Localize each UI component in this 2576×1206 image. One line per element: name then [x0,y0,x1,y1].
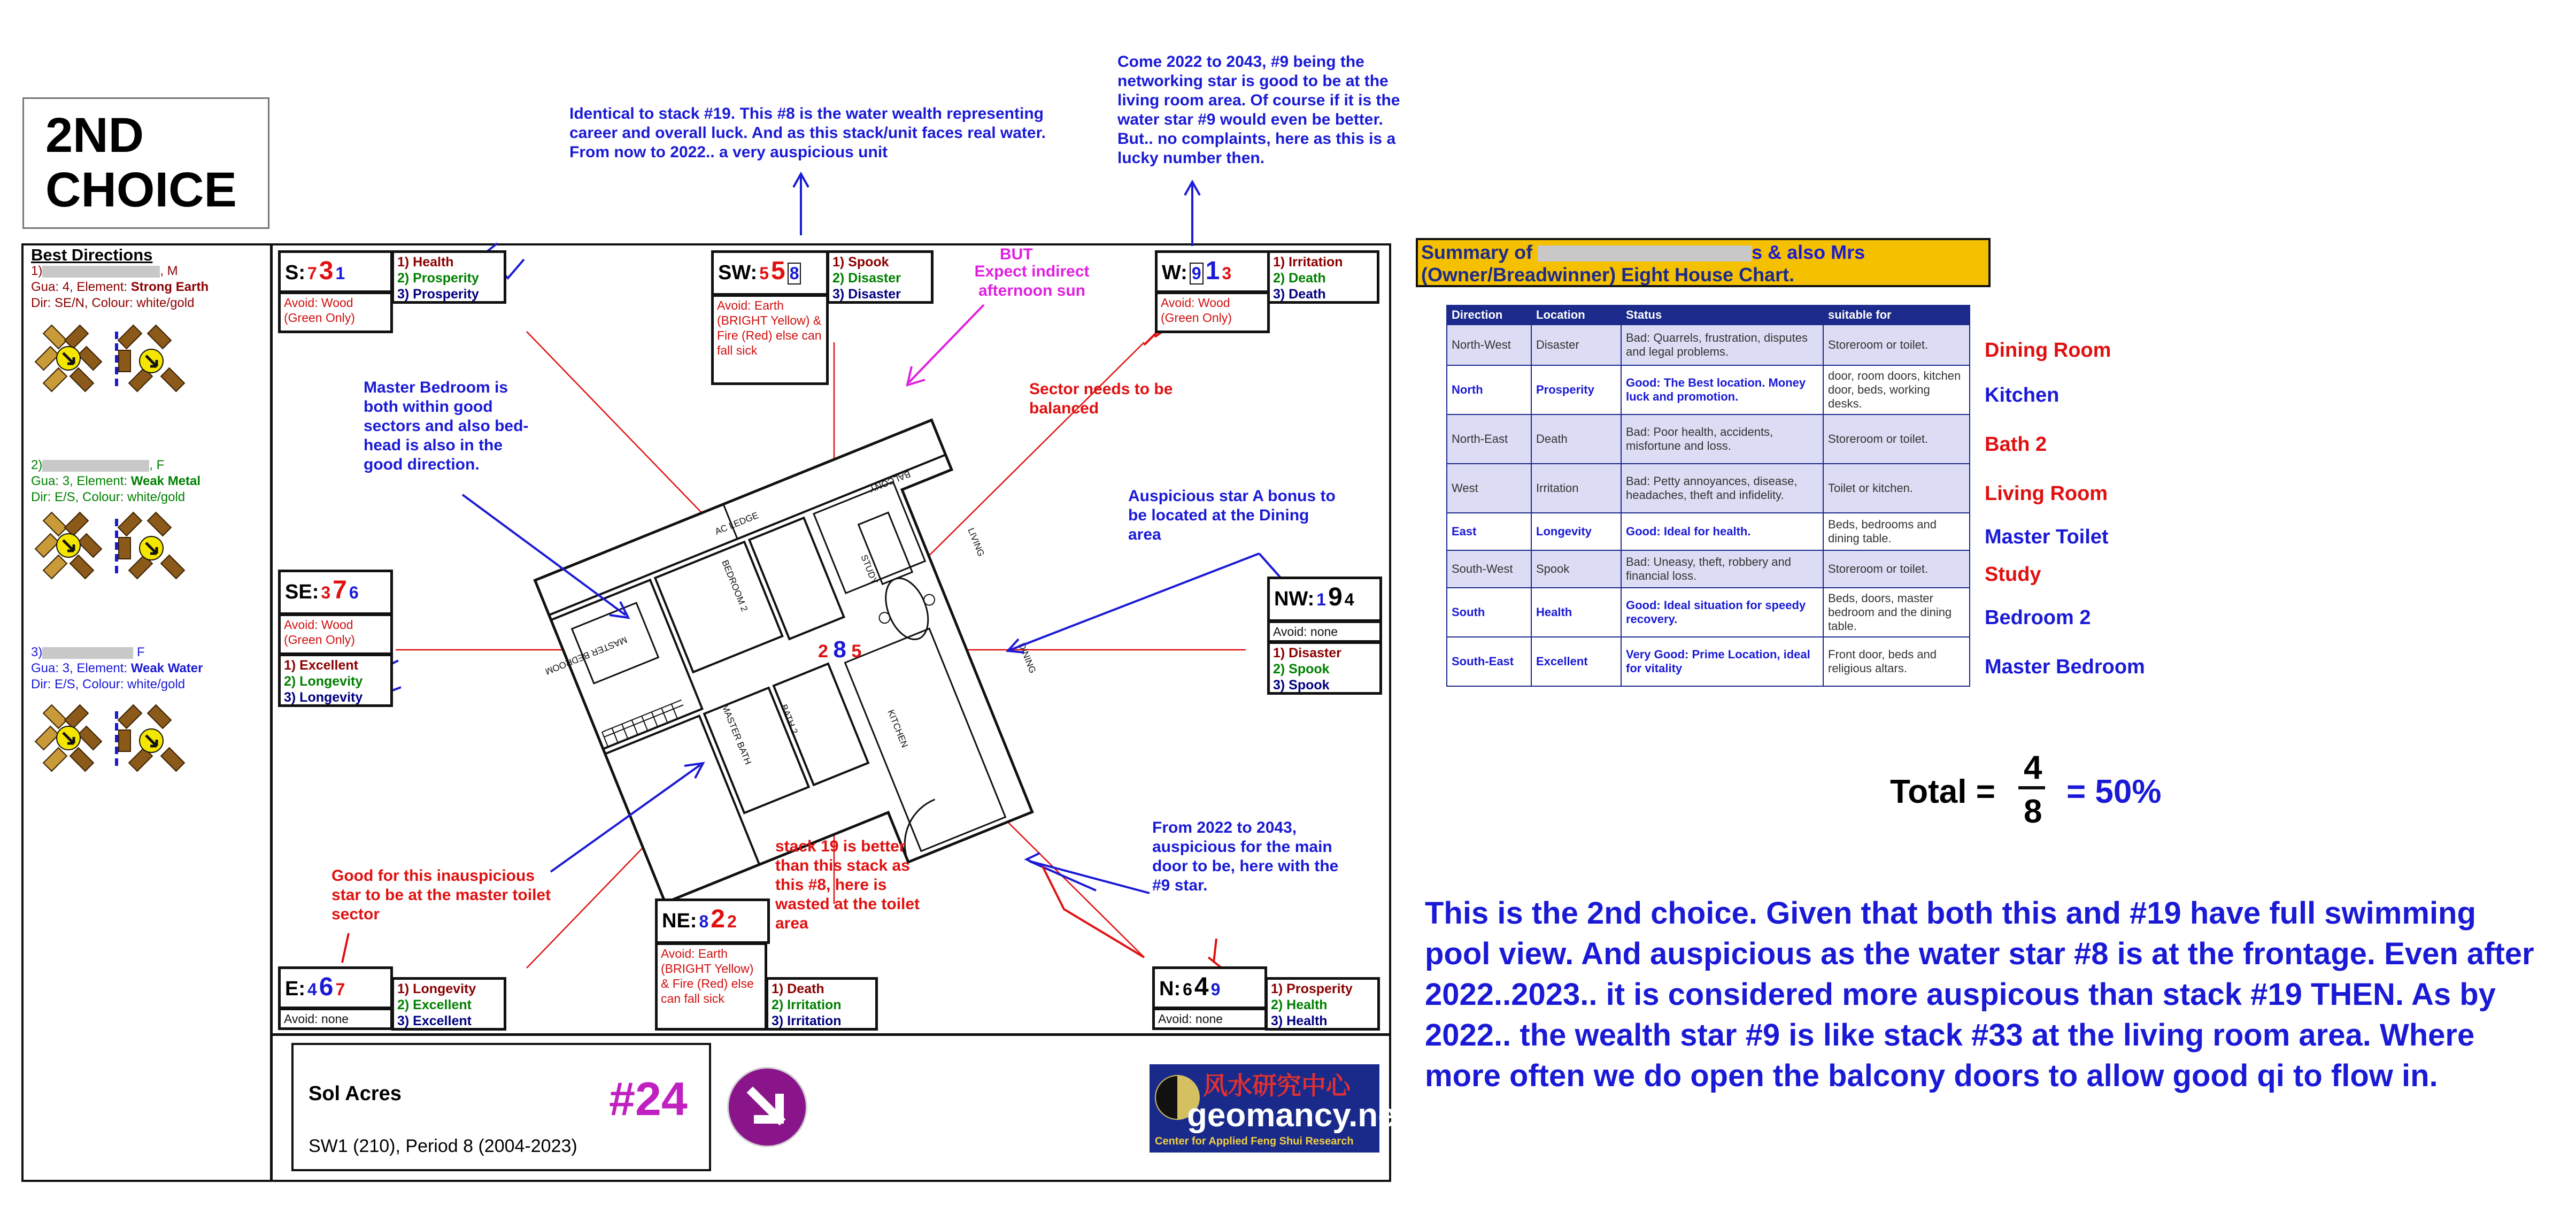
sector-se: SE: 3 7 6 [278,570,393,615]
table-cell-loc: Spook [1531,550,1621,588]
sector-se-avoid: Avoid: Wood (Green Only) [278,613,393,655]
sector-e-ranks: 1) Longevity 2) Excellent 3) Excellent [391,977,506,1031]
sector-nw-ranks: 1) Disaster 2) Spook 3) Spook [1267,641,1382,695]
sector-nw: NW: 1 9 4 [1267,577,1382,622]
sector-s-avoid: Avoid: Wood (Green Only) [278,291,393,333]
logo-name: geomancy.net [1187,1097,1408,1134]
center-stars: 2 8 5 [818,636,862,663]
person-2: 2) , F Gua: 3, Element: Weak Metal Dir: E/S, Colour: white/gold [31,458,201,504]
sector-e: E: 4 6 7 [278,966,393,1009]
label-master-bedroom: MASTER BEDROOM [543,634,629,677]
sector-s: S: 7 3 1 [278,250,393,293]
table-cell-dir: East [1447,513,1531,550]
sector-n-ranks: 1) Prosperity 2) Health 3) Health [1265,977,1380,1031]
label-living: LIVING [966,526,986,558]
table-cell-status: Good: Ideal for health. [1621,513,1823,550]
sector-s-ranks: 1) Health 2) Prosperity 3) Prosperity [391,250,506,304]
project-name: Sol Acres [308,1082,402,1105]
project-detail: SW1 (210), Period 8 (2004-2023) [308,1136,577,1156]
sector-sw: SW: 5 5 8 [711,250,829,296]
table-cell-loc: Longevity [1531,513,1621,550]
person-1: 1) , M [31,264,178,278]
col-location: Location [1531,305,1621,325]
table-row [1447,464,1970,513]
label-balcony: BALCONY [868,468,912,495]
room-label: Study [1985,563,2041,586]
table-cell-dir: West [1447,464,1531,513]
table-cell-suit: Beds, doors, master bedroom and the dining table. [1823,588,1970,637]
table-cell-loc: Disaster [1531,325,1621,365]
table-cell-status: Good: Ideal situation for speedy recovery. [1621,588,1823,637]
table-row [1447,513,1970,550]
table-cell-suit: Toilet or kitchen. [1823,464,1970,513]
sector-w-avoid: Avoid: Wood (Green Only) [1155,291,1270,333]
table-cell-suit: Storeroom or toilet. [1823,550,1970,588]
person-3: 3) F Gua: 3, Element: Weak Water Dir: E/S, Colour: white/gold [31,645,203,692]
label-study: STUDY [859,553,880,586]
label-bath2: BATH 2 [778,703,800,736]
table-cell-suit: Beds, bedrooms and dining table. [1823,513,1970,550]
total-numerator: 4 [2024,749,2042,786]
room-label: Bedroom 2 [1985,606,2091,629]
col-suitable: suitable for [1823,305,1970,325]
table-cell-suit: Front door, beds and religious altars. [1823,637,1970,686]
table-cell-dir: North [1447,365,1531,414]
project-box [291,1043,711,1171]
sector-w-ranks: 1) Irritation 2) Death 3) Death [1267,250,1379,304]
table-cell-dir: North-East [1447,414,1531,464]
table-cell-loc: Irritation [1531,464,1621,513]
table-cell-suit: Storeroom or toilet. [1823,325,1970,365]
table-cell-dir: North-West [1447,325,1531,365]
table-row [1447,365,1970,414]
note-top-sw: Identical to stack #19. This #8 is the water wealth representing career and overall luck. And as this stack/unit faces real water. From now to 2022.. a very auspicious unit [569,105,1046,161]
geomancy-logo [1150,1064,1408,1153]
note-auspicious-star: Auspicious star A bonus to be located at the Dining area [1128,487,1336,543]
note-stack19: stack 19 is better than this stack as this #8, here is wasted at the toilet area [775,838,920,932]
label-kitchen: KITCHEN [885,708,910,749]
person-1-dir: Dir: SE/N, Colour: white/gold [31,296,195,310]
sector-n-avoid: Avoid: none [1152,1008,1267,1030]
eight-house-table [1446,305,1970,687]
room-label: Master Bedroom [1985,656,2145,678]
table-cell-suit: door, room doors, kitchen door, beds, working desks. [1823,365,1970,414]
table-cell-status: Bad: Uneasy, theft, robbery and financial loss. [1621,550,1823,588]
label-bedroom2: BEDROOM 2 [720,558,750,613]
total-fraction-bar [2018,786,2045,789]
table-cell-dir: South-West [1447,550,1531,588]
facing-arrow-icon [727,1067,807,1147]
project-number: #24 [609,1072,688,1125]
sector-se-ranks: 1) Excellent 2) Longevity 3) Longevity [278,654,393,707]
note-top-w: Come 2022 to 2043, #9 being the networking star is good to be at the living room area. Of course if it is the water star #9 would even be better. But.. no complaints, here as this is a lucky number then. [1117,53,1400,167]
sector-sw-avoid: Avoid: Earth (BRIGHT Yellow) & Fire (Red) else can fall sick [711,294,829,385]
table-row [1447,588,1970,637]
table-cell-loc: Prosperity [1531,365,1621,414]
sector-nw-avoid: Avoid: none [1267,620,1382,643]
sector-e-avoid: Avoid: none [278,1008,393,1030]
note-main-door: From 2022 to 2043, auspicious for the main door to be, here with the #9 star. [1152,819,1339,894]
table-cell-loc: Health [1531,588,1621,637]
title-line2: CHOICE [45,163,237,217]
sector-n: N: 6 4 9 [1152,966,1267,1009]
logo-tagline: Center for Applied Feng Shui Research [1155,1135,1354,1147]
summary-title: Summary of s & also Mrs (Owner/Breadwinner) Eight House Chart. [1416,238,1991,287]
best-directions-panel: Best Directions 1) , M Gua: 4, Element: Strong Earth Dir: SE/N, Colour: white/gold [31,247,266,311]
redacted-name [1538,245,1752,262]
room-label: Master Toilet [1985,526,2109,548]
table-row [1447,637,1970,686]
table-cell-status: Good: The Best location. Money luck and promotion. [1621,365,1823,414]
note-good-toilet: Good for this inauspicious star to be at the master toilet sector [331,867,551,923]
note-sector-balance: Sector needs to be balanced [1029,380,1173,417]
label-dining: DINING [1016,641,1038,675]
table-cell-status: Very Good: Prime Location, ideal for vitality [1621,637,1823,686]
sector-ne-ranks: 1) Death 2) Irritation 3) Irritation [766,977,878,1031]
title-line1: 2ND [45,108,144,163]
conclusion-text: This is the 2nd choice. Given that both this and #19 have full swimming pool view. And auspicious as the water star #8 is at the frontage. Even after 2022..2023.. it is considered more auspicous than stack #19 THEN. As by 2022.. the wealth star #9 is like stack #33 at the living room area. Where more often we do open the balcony doors to allow good qi to flow in. [1425,896,2534,1093]
sector-ne-avoid: Avoid: Earth (BRIGHT Yellow) & Fire (Red) else can fall sick [655,942,767,1031]
note-afternoon-sun: Expect indirect afternoon sun [974,263,1090,299]
logo-chinese: 风水研究中心 [1203,1072,1351,1100]
total-percent: = 50% [2066,773,2162,810]
total-label: Total = [1890,773,1995,810]
sector-ne: NE: 8 2 2 [655,898,770,944]
room-label: Bath 2 [1985,433,2047,456]
table-cell-status: Bad: Petty annoyances, disease, headaches, theft and infidelity. [1621,464,1823,513]
table-cell-dir: South [1447,588,1531,637]
table-cell-status: Bad: Poor health, accidents, misfortune and loss. [1621,414,1823,464]
table-cell-loc: Death [1531,414,1621,464]
best-directions-heading: Best Directions [31,245,153,264]
note-master-bedroom: Master Bedroom is both within good sectors and also bed-head is also in the good direction. [364,379,529,473]
table-row [1447,325,1970,365]
room-label: Kitchen [1985,384,2060,406]
col-direction: Direction [1447,305,1531,325]
sector-w: W: 9 1 3 [1155,250,1270,293]
table-cell-dir: South-East [1447,637,1531,686]
room-label: Living Room [1985,482,2108,505]
col-status: Status [1621,305,1823,325]
table-row [1447,414,1970,464]
table-cell-loc: Excellent [1531,637,1621,686]
total-denominator: 8 [2024,793,2042,830]
room-label: Dining Room [1985,339,2111,362]
sector-sw-ranks: 1) Spook 2) Disaster 3) Disaster [827,250,934,304]
note-but: BUT [1000,245,1033,263]
table-row [1447,550,1970,588]
label-master-bath: MASTER BATH [720,703,753,766]
label-ac-ledge: AC LEDGE [713,510,760,537]
table-cell-status: Bad: Quarrels, frustration, disputes and legal problems. [1621,325,1823,365]
table-cell-suit: Storeroom or toilet. [1823,414,1970,464]
